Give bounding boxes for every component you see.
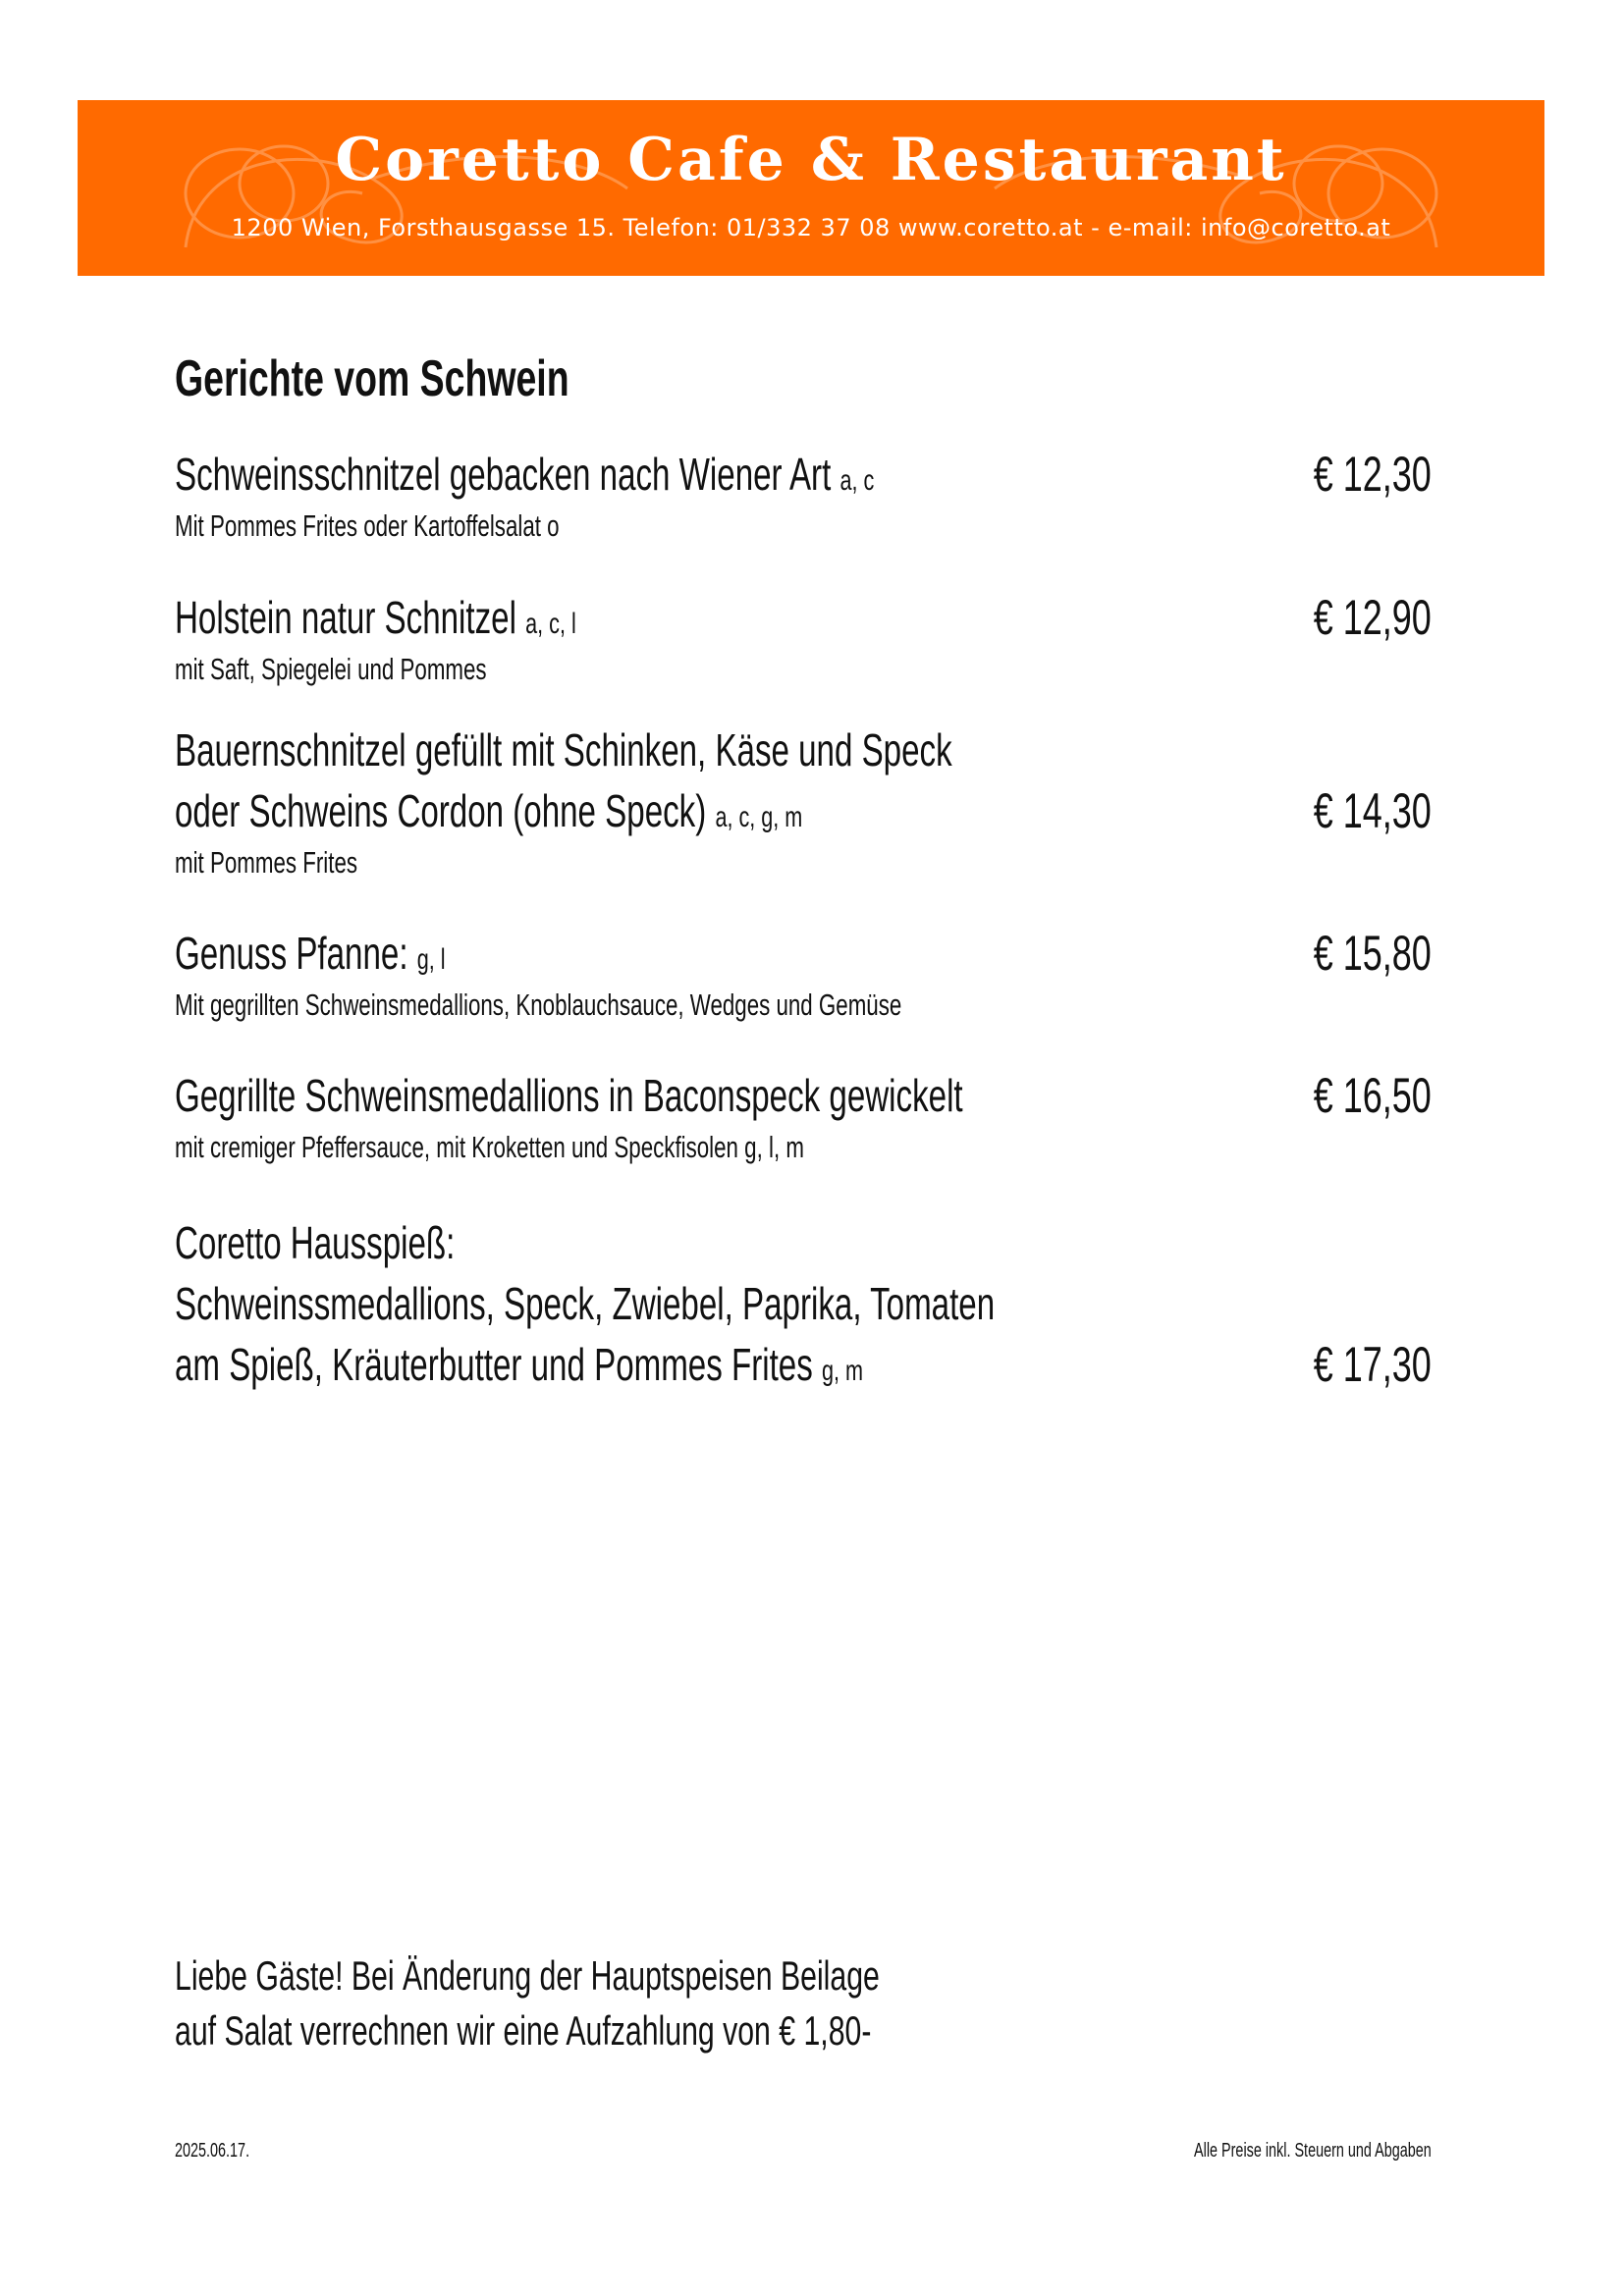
item-name-line1: Coretto Hausspieß: xyxy=(175,1217,456,1268)
menu-item xyxy=(175,587,1432,691)
menu-item xyxy=(175,923,1432,1027)
item-name: Schweinsschnitzel gebacken nach Wiener Art xyxy=(175,449,832,500)
notice-line1: Liebe Gäste! Bei Änderung der Hauptspeisen Beilage xyxy=(175,1952,880,1999)
item-description: mit cremiger Pfeffersauce, mit Kroketten und Speckfisolen g, l, m xyxy=(175,1130,804,1164)
item-name: Gegrillte Schweinsmedallions in Baconspeck gewickelt xyxy=(175,1070,963,1121)
menu-item xyxy=(175,1065,1432,1169)
item-price: € 12,90 xyxy=(1313,590,1432,645)
item-allergens: a, c xyxy=(839,464,875,497)
restaurant-name: Coretto Cafe & Restaurant xyxy=(335,126,1287,194)
notice-line2: auf Salat verrechnen wir eine Aufzahlung von € 1,80- xyxy=(175,2007,872,2054)
item-price: € 17,30 xyxy=(1313,1337,1432,1392)
header-banner xyxy=(78,100,1544,276)
item-allergens: g, l xyxy=(416,943,446,976)
item-name-line2: oder Schweins Cordon (ohne Speck) xyxy=(175,785,707,836)
item-price: € 12,30 xyxy=(1313,447,1432,502)
footer-date: 2025.06.17. xyxy=(175,2140,250,2162)
item-description: mit Pommes Frites xyxy=(175,845,358,880)
item-description: Mit Pommes Frites oder Kartoffelsalat o xyxy=(175,508,560,543)
item-allergens: a, c, g, m xyxy=(715,801,803,833)
item-description: Mit gegrillten Schweinsmedallions, Knoblauchsauce, Wedges und Gemüse xyxy=(175,988,902,1022)
item-name-line3: am Spieß, Kräuterbutter und Pommes Frites xyxy=(175,1339,813,1390)
item-price: € 15,80 xyxy=(1313,926,1432,981)
item-name-line2: Schweinssmedallions, Speck, Zwiebel, Paprika, Tomaten xyxy=(175,1278,996,1329)
item-allergens: g, m xyxy=(821,1355,863,1387)
item-name-line1: Bauernschnitzel gefüllt mit Schinken, Käse und Speck xyxy=(175,724,952,775)
footer-price-note: Alle Preise inkl. Steuern und Abgaben xyxy=(1194,2140,1432,2162)
section-heading xyxy=(175,349,723,408)
item-name: Holstein natur Schnitzel xyxy=(175,592,516,643)
item-allergens: a, c, l xyxy=(525,608,576,640)
restaurant-contact: 1200 Wien, Forsthausgasse 15. Telefon: 01/332 37 08 www.coretto.at - e-mail: info@coretto.at xyxy=(231,214,1391,241)
menu-item xyxy=(175,720,1432,884)
item-price: € 16,50 xyxy=(1313,1068,1432,1123)
side-dish-notice xyxy=(175,1949,1154,2058)
menu-item xyxy=(175,444,1432,548)
section-heading-text: Gerichte vom Schwein xyxy=(175,350,569,407)
item-price: € 14,30 xyxy=(1313,783,1432,838)
item-description: mit Saft, Spiegelei und Pommes xyxy=(175,652,487,686)
item-name: Genuss Pfanne: xyxy=(175,928,408,979)
menu-item xyxy=(175,1212,1432,1395)
